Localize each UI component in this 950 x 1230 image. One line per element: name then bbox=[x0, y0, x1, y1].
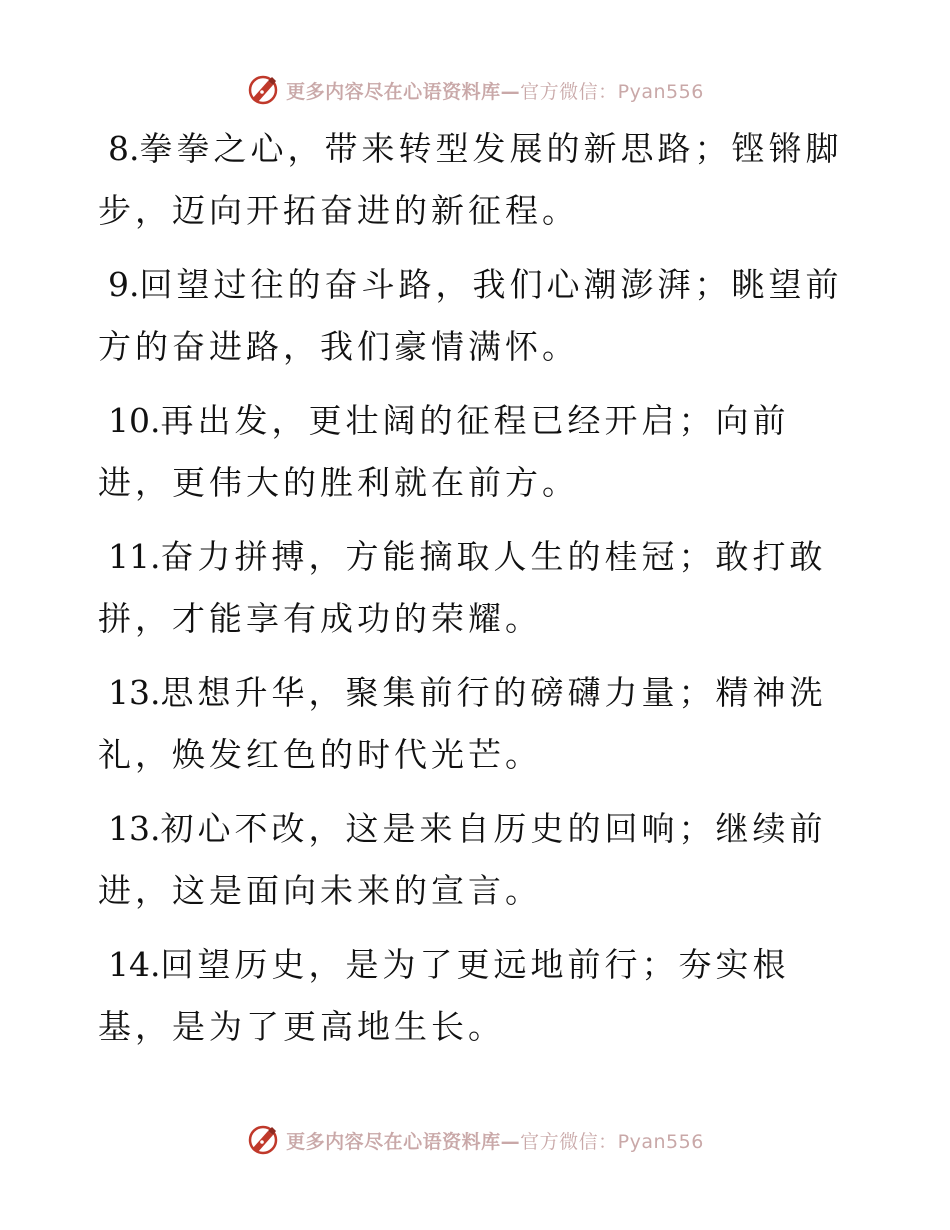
item-number: 8. bbox=[108, 129, 140, 168]
pen-nib-logo-icon bbox=[246, 73, 280, 107]
list-item bbox=[98, 390, 858, 514]
watermark-wechat: 官方微信：Pyan556 bbox=[520, 80, 704, 103]
watermark-dash: — bbox=[500, 1130, 521, 1153]
document-body bbox=[98, 118, 858, 1070]
pen-nib-logo-icon bbox=[246, 1123, 280, 1157]
item-text: 拳拳之心，带来转型发展的新思路；铿锵脚步，迈向开拓奋进的新征程。 bbox=[98, 129, 843, 230]
item-text: 回望过往的奋斗路，我们心潮澎湃；眺望前方的奋进路，我们豪情满怀。 bbox=[98, 265, 843, 366]
header-watermark bbox=[0, 70, 950, 110]
watermark-text bbox=[286, 77, 704, 104]
item-text: 奋力拼搏，方能摘取人生的桂冠；敢打敢拼，才能享有成功的荣耀。 bbox=[98, 537, 827, 638]
item-number: 14. bbox=[108, 945, 161, 984]
item-number: 10. bbox=[108, 401, 161, 440]
list-item bbox=[98, 254, 858, 378]
watermark-site: 更多内容尽在心语资料库 bbox=[286, 80, 501, 103]
watermark-dash: — bbox=[500, 80, 521, 103]
item-text: 初心不改，这是来自历史的回响；继续前进，这是面向未来的宣言。 bbox=[98, 809, 827, 910]
list-item bbox=[98, 934, 858, 1058]
list-item bbox=[98, 798, 858, 922]
list-item bbox=[98, 118, 858, 242]
footer-watermark bbox=[0, 1120, 950, 1160]
watermark-text bbox=[286, 1127, 704, 1154]
list-item bbox=[98, 526, 858, 650]
list-item bbox=[98, 662, 858, 786]
watermark-wechat: 官方微信：Pyan556 bbox=[520, 1130, 704, 1153]
item-number: 13. bbox=[108, 673, 161, 712]
item-number: 9. bbox=[108, 265, 140, 304]
item-number: 13. bbox=[108, 809, 161, 848]
item-text: 回望历史，是为了更远地前行；夯实根基，是为了更高地生长。 bbox=[98, 945, 790, 1046]
item-text: 思想升华，聚集前行的磅礴力量；精神洗礼，焕发红色的时代光芒。 bbox=[98, 673, 827, 774]
watermark-site: 更多内容尽在心语资料库 bbox=[286, 1130, 501, 1153]
item-number: 11. bbox=[108, 537, 161, 576]
item-text: 再出发，更壮阔的征程已经开启；向前进，更伟大的胜利就在前方。 bbox=[98, 401, 790, 502]
